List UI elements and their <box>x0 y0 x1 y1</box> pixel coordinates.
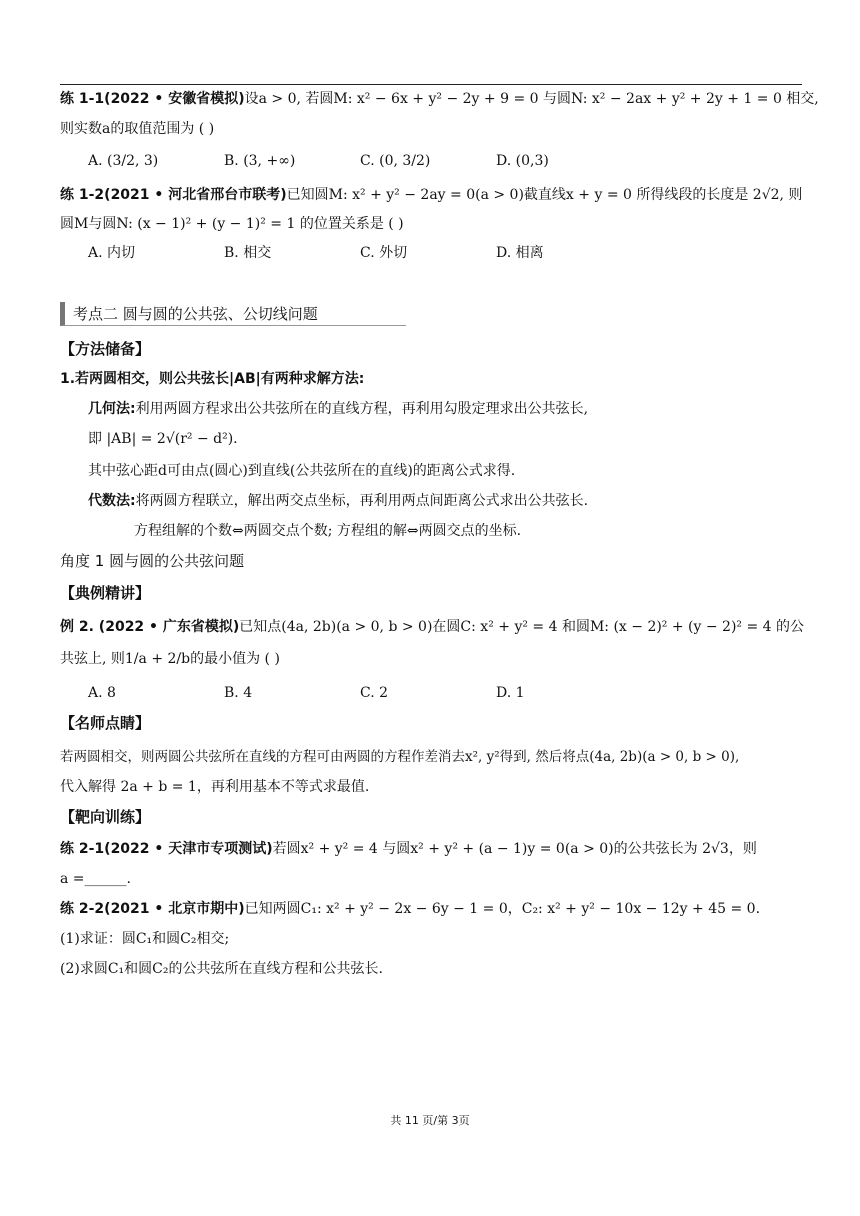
section-title: 考点二 圆与圆的公共弦、公切线问题 <box>60 302 406 326</box>
ex2-label: 例 2. (2022 • 广东省模拟) <box>60 619 240 635</box>
q1-1-line1 <box>60 88 819 110</box>
tip-line2: 代入解得 2a + b = 1，再利用基本不等式求最值. <box>60 779 370 795</box>
algebraic-text: 将两圆方程联立，解出两交点坐标，再利用两点间距离公式求出公共弦长. <box>135 493 589 509</box>
q2-2-label: 练 2-2(2021 • 北京市期中) <box>60 901 245 917</box>
q1-1-stem-2: 则实数a的取值范围为 ( ) <box>60 121 215 137</box>
geometric-label: 几何法: <box>88 401 136 417</box>
method-item-1: 1.若两圆相交，则公共弦长|AB|有两种求解方法: <box>60 371 365 387</box>
q1-1-option-c[interactable]: C. (0, 3/2) <box>360 153 431 169</box>
ex2-option-c[interactable]: C. 2 <box>360 685 389 701</box>
geometric-text: 利用两圆方程求出公共弦所在的直线方程，再利用勾股定理求出公共弦长, <box>135 401 589 417</box>
q2-1-line1 <box>60 838 805 860</box>
q1-2-option-a[interactable]: A. 内切 <box>88 245 136 261</box>
tip-line1: 若两圆相交，则两圆公共弦所在直线的方程可由两圆的方程作差消去x², y²得到, 然后将点(4a, 2b)(a > 0, b > 0), <box>60 749 740 765</box>
q1-1-stem-1: 设a > 0, 若圆M: x² − 6x + y² − 2y + 9 = 0 与圆N: x² − 2ax + y² + 2y + 1 = 0 相交, <box>244 91 819 107</box>
q1-2-label: 练 1-2(2021 • 河北省邢台市联考) <box>60 187 287 203</box>
ex2-option-a[interactable]: A. 8 <box>88 685 116 701</box>
tip-heading: 【名师点睛】 <box>60 714 151 732</box>
q1-1-line2 <box>60 118 805 140</box>
q1-2-line2 <box>60 213 805 235</box>
q2-2-part1: (1)求证：圆C₁和圆C₂相交; <box>60 931 230 947</box>
q1-2-option-d[interactable]: D. 相离 <box>496 245 544 261</box>
algebraic-label: 代数法: <box>88 493 136 509</box>
q1-1-option-d[interactable]: D. (0,3) <box>496 153 549 169</box>
algebraic-method <box>88 490 833 512</box>
method-heading: 【方法储备】 <box>60 340 151 358</box>
geometric-formula: 即 |AB| = 2√(r² − d²). <box>88 431 238 447</box>
q1-2-line1 <box>60 184 805 206</box>
example-heading: 【典例精讲】 <box>60 584 151 602</box>
q2-1-line2: a =______. <box>60 871 131 887</box>
page-footer: 共 11 页/第 3页 <box>390 1114 470 1127</box>
ex2-option-d[interactable]: D. 1 <box>496 685 525 701</box>
ex2-line2: 共弦上, 则1/a + 2/b的最小值为 ( ) <box>60 651 280 667</box>
q1-2-option-c[interactable]: C. 外切 <box>360 245 408 261</box>
top-rule <box>60 84 802 85</box>
angle-heading: 角度 1 圆与圆的公共弦问题 <box>60 552 245 570</box>
training-heading: 【靶向训练】 <box>60 808 151 826</box>
q1-2-stem-2: 圆M与圆N: (x − 1)² + (y − 1)² = 1 的位置关系是 ( ) <box>60 216 404 232</box>
geometric-note: 其中弦心距d可由点(圆心)到直线(公共弦所在的直线)的距离公式求得. <box>88 463 516 479</box>
q2-1-label: 练 2-1(2022 • 天津市专项测试) <box>60 841 273 857</box>
q1-1-option-a[interactable]: A. (3/2, 3) <box>88 153 159 169</box>
q1-1-option-b[interactable]: B. (3, +∞) <box>224 153 296 169</box>
q2-2-stem-1: 已知两圆C₁: x² + y² − 2x − 6y − 1 = 0，C₂: x² + y² − 10x − 12y + 45 = 0. <box>244 901 761 917</box>
q1-1-label: 练 1-1(2022 • 安徽省模拟) <box>60 91 245 107</box>
geometric-method <box>88 398 833 420</box>
q1-2-stem-1: 已知圆M: x² + y² − 2ay = 0(a > 0)截直线x + y = 0 所得线段的长度是 2√2, 则 <box>286 187 803 203</box>
ex2-option-b[interactable]: B. 4 <box>224 685 253 701</box>
algebraic-note: 方程组解的个数⇔两圆交点个数; 方程组的解⇔两圆交点的坐标. <box>134 523 522 539</box>
q1-2-option-b[interactable]: B. 相交 <box>224 245 272 261</box>
ex2-stem-1: 已知点(4a, 2b)(a > 0, b > 0)在圆C: x² + y² = 4 和圆M: (x − 2)² + (y − 2)² = 4 的公 <box>239 619 805 635</box>
q2-1-stem-1: 若圆x² + y² = 4 与圆x² + y² + (a − 1)y = 0(a > 0)的公共弦长为 2√3，则 <box>272 841 757 857</box>
ex2-line1 <box>60 616 805 638</box>
q2-2-line1 <box>60 898 805 920</box>
q2-2-part2: (2)求圆C₁和圆C₂的公共弦所在直线方程和公共弦长. <box>60 961 383 977</box>
